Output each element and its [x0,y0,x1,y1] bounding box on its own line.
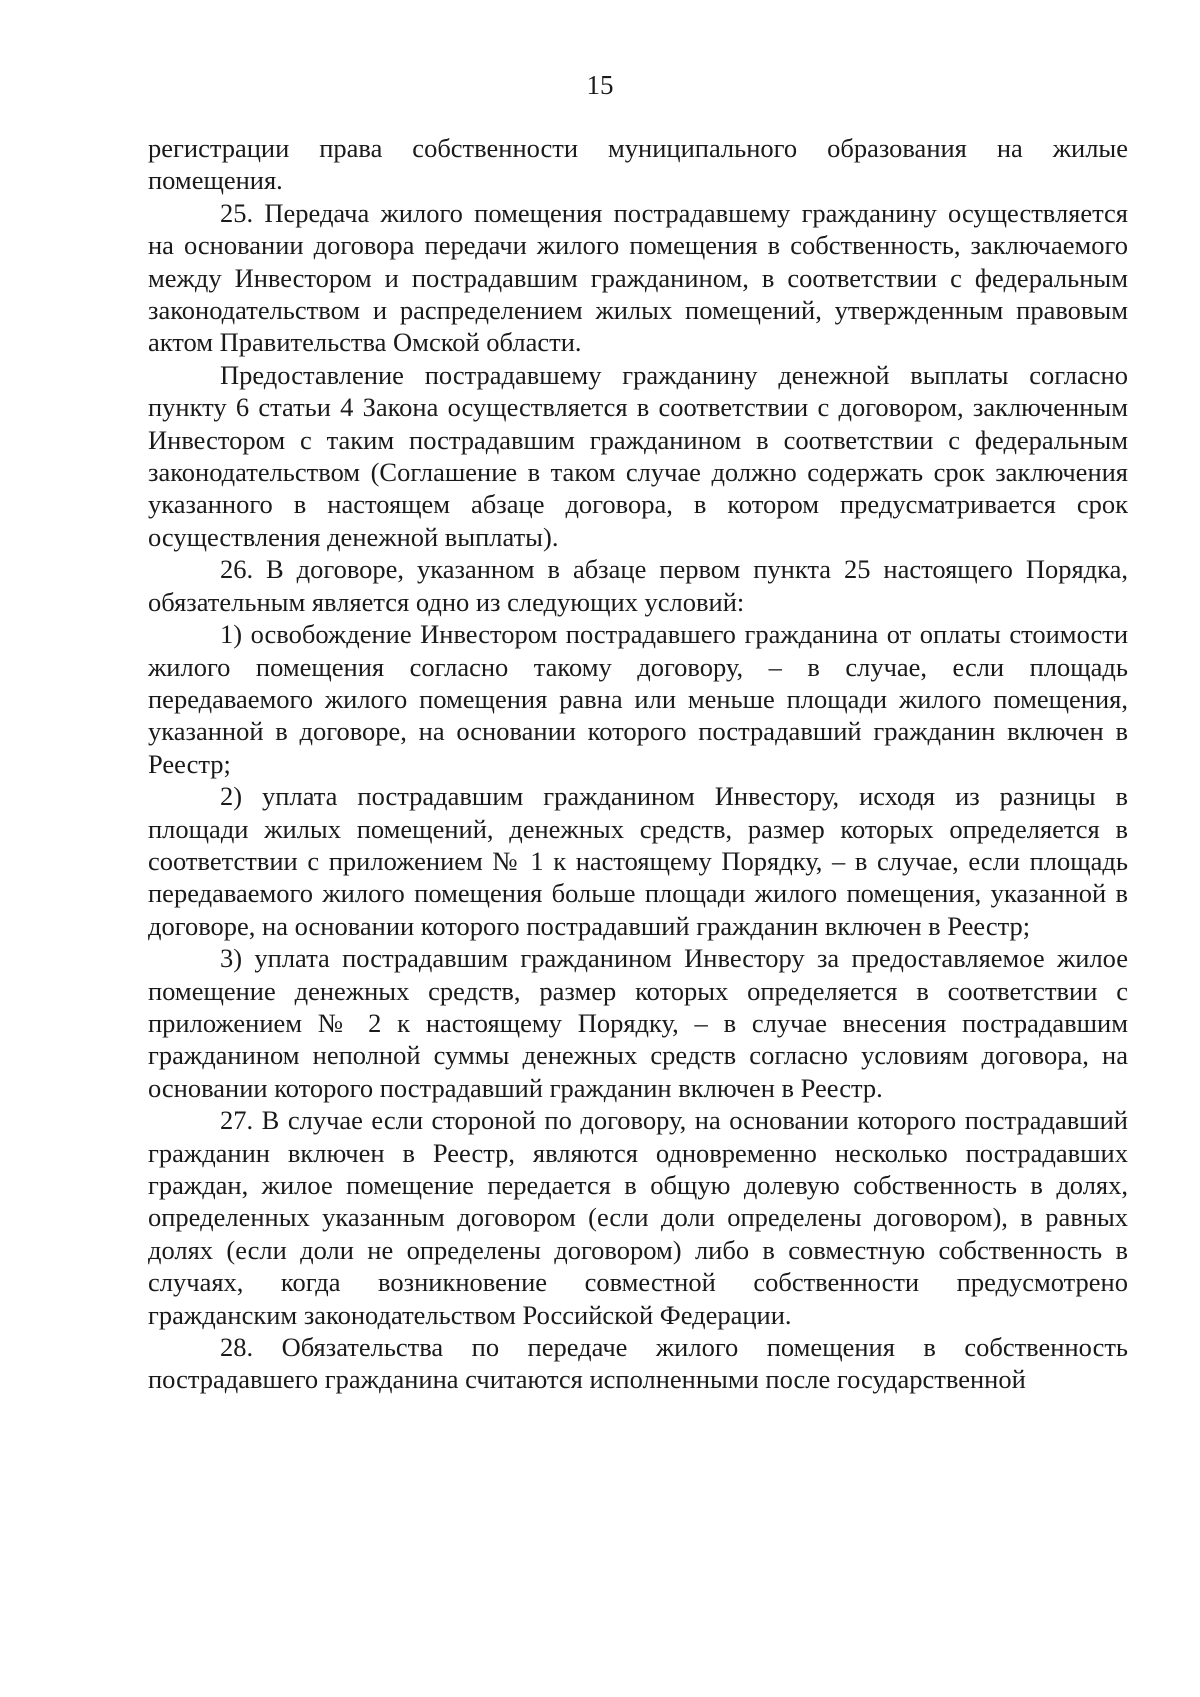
paragraph-condition-3: 3) уплата пострадавшим гражданином Инвестору за предоставляемое жилое помещение денежных средств, размер которых определяется в соответствии с приложением № 2 к настоящему Порядку, – в случае внесения пострадавшим гражданином неполной суммы денежных средств согласно условиям договора, на основании которого пострадавший гражданин включен в Реестр. [148,943,1128,1103]
paragraph-item-27: 27. В случае если стороной по договору, на основании которого пострадавший гражданин включен в Реестр, являются одновременно несколько пострадавших граждан, жилое помещение передается в общую долевую собственность в долях, определенных указанным договором (если доли определены договором), в равных долях (если доли не определены договором) либо в совместную собственность в случаях, когда возникновение совместной собственности предусмотрено гражданским законодательством Российской Федерации. [148,1105,1128,1330]
paragraph-payment: Предоставление пострадавшему гражданину денежной выплаты согласно пункту 6 статьи 4 Закона осуществляется в соответствии с договором, заключенным Инвестором с таким пострадавшим гражданином в соответствии с федеральным законодательством (Соглашение в таком случае должно содержать срок заключения указанного в настоящем абзаце договора, в котором предусматривается срок осуществления денежной выплаты). [148,359,1128,552]
page-number: 15 [586,70,614,100]
paragraph-item-28: 28. Обязательства по передаче жилого помещения в собственность пострадавшего гражданина считаются исполненными после государственной [148,1332,1128,1395]
paragraph-condition-1: 1) освобождение Инвестором пострадавшего гражданина от оплаты стоимости жилого помещения согласно такому договору, – в случае, если площадь передаваемого жилого помещения равна или меньше площади жилого помещения, указанной в договоре, на основании которого пострадавший гражданин включен в Реестр; [148,619,1128,779]
paragraph-continuation: регистрации права собственности муниципального образования на жилые помещения. [148,133,1128,196]
paragraph-condition-2: 2) уплата пострадавшим гражданином Инвестору, исходя из разницы в площади жилых помещений, денежных средств, размер которых определяется в соответствии с приложением № 1 к настоящему Порядку, – в случае, если площадь передаваемого жилого помещения больше площади жилого помещения, указанной в договоре, на основании которого пострадавший гражданин включен в Реестр; [148,781,1128,941]
paragraph-item-25: 25. Передача жилого помещения пострадавшему гражданину осуществляется на основании договора передачи жилого помещения в собственность, заключаемого между Инвестором и пострадавшим гражданином, в соответствии с федеральным законодательством и распределением жилых помещений, утвержденным правовым актом Правительства Омской области. [148,197,1128,358]
document-body [148,132,1128,1396]
paragraph-item-26: 26. В договоре, указанном в абзаце первом пункта 25 настоящего Порядка, обязательным является одно из следующих условий: [148,554,1128,617]
